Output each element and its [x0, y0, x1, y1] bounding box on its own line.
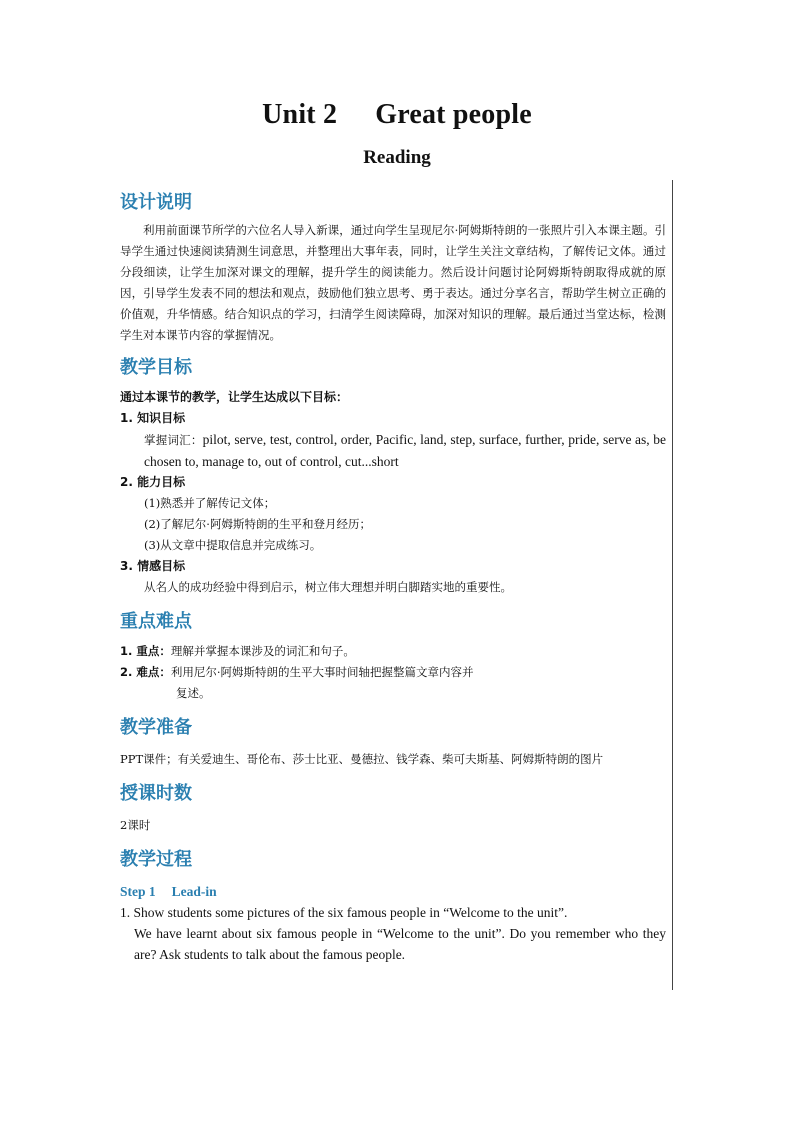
- table-border-right: [672, 180, 673, 990]
- goals-intro: 通过本课节的教学，让学生达成以下目标：: [120, 390, 349, 404]
- ability-title: 2. 能力目标: [120, 475, 186, 489]
- step-label: Step 1: [120, 884, 156, 899]
- section-heading-prep: 教学准备: [120, 717, 192, 738]
- step-title: Lead-in: [171, 884, 217, 899]
- key-point-1-text: 理解并掌握本课涉及的词汇和句子。: [170, 644, 355, 658]
- knowledge-text: [120, 429, 666, 472]
- section-heading-goals: 教学目标: [120, 357, 192, 378]
- hours-text: 2课时: [120, 818, 151, 832]
- emotion-title: 3. 情感目标: [120, 559, 186, 573]
- key-point-1: [120, 641, 666, 662]
- step-heading: [120, 881, 666, 902]
- key-point-2: [120, 662, 666, 683]
- prep-text: PPT课件；有关爱迪生、哥伦布、莎士比亚、曼德拉、钱学森、柴可夫斯基、阿姆斯特朗的图片: [120, 752, 604, 766]
- key-point-2-label: 2. 难点：: [120, 665, 171, 679]
- section-heading-key-points: 重点难点: [120, 611, 192, 632]
- document-title: [0, 99, 794, 131]
- process-line-2: We have learnt about six famous people in “Welcome to the unit”. Do you remember who they are? Ask students to talk about the famous people.: [134, 926, 666, 962]
- ability-item: (3)从文章中提取信息并完成练习。: [144, 538, 322, 552]
- knowledge-label: 掌握词汇：: [144, 433, 203, 447]
- key-point-1-label: 1. 重点：: [120, 644, 171, 658]
- unit-title: Great people: [375, 99, 532, 130]
- key-point-2-cont: 复述。: [176, 686, 211, 700]
- document-subtitle: Reading: [363, 147, 431, 168]
- key-point-2-text: 利用尼尔·阿姆斯特朗的生平大事时间轴把握整篇文章内容并: [170, 665, 474, 679]
- knowledge-title: 1. 知识目标: [120, 411, 186, 425]
- emotion-text: 从名人的成功经验中得到启示，树立伟大理想并明白脚踏实地的重要性。: [144, 580, 512, 594]
- section-heading-design: 设计说明: [120, 192, 192, 213]
- section-heading-hours: 授课时数: [120, 783, 192, 804]
- process-line-1: 1. Show students some pictures of the six famous people in “Welcome to the unit”.: [120, 905, 568, 920]
- ability-item: (1)熟悉并了解传记文体；: [144, 496, 276, 510]
- lesson-plan-body: [120, 188, 666, 965]
- ability-item: (2)了解尼尔·阿姆斯特朗的生平和登月经历；: [144, 517, 371, 531]
- design-text: 利用前面课节所学的六位名人导入新课，通过向学生呈现尼尔·阿姆斯特朗的一张照片引入本课主题。引导学生通过快速阅读猜测生词意思，并整理出大事年表，同时，让学生关注文章结构，了解传记文体。通过分段细读，让学生加深对课文的理解，提升学生的阅读能力。然后设计问题讨论阿姆斯特朗取得成就的原因，引导学生发表不同的想法和观点，鼓励他们独立思考、勇于表达。通过分享名言，帮助学生树立正确的价值观，升华情感。结合知识点的学习，扫清学生阅读障碍，加深对知识的理解。最后通过当堂达标，检测学生对本课节内容的掌握情况。: [120, 223, 666, 342]
- section-heading-process: 教学过程: [120, 849, 192, 870]
- knowledge-words: pilot, serve, test, control, order, Pacific, land, step, surface, further, pride, serve as, be chosen to, manage to, out of control, cut...short: [144, 432, 667, 469]
- unit-number: Unit 2: [262, 99, 338, 130]
